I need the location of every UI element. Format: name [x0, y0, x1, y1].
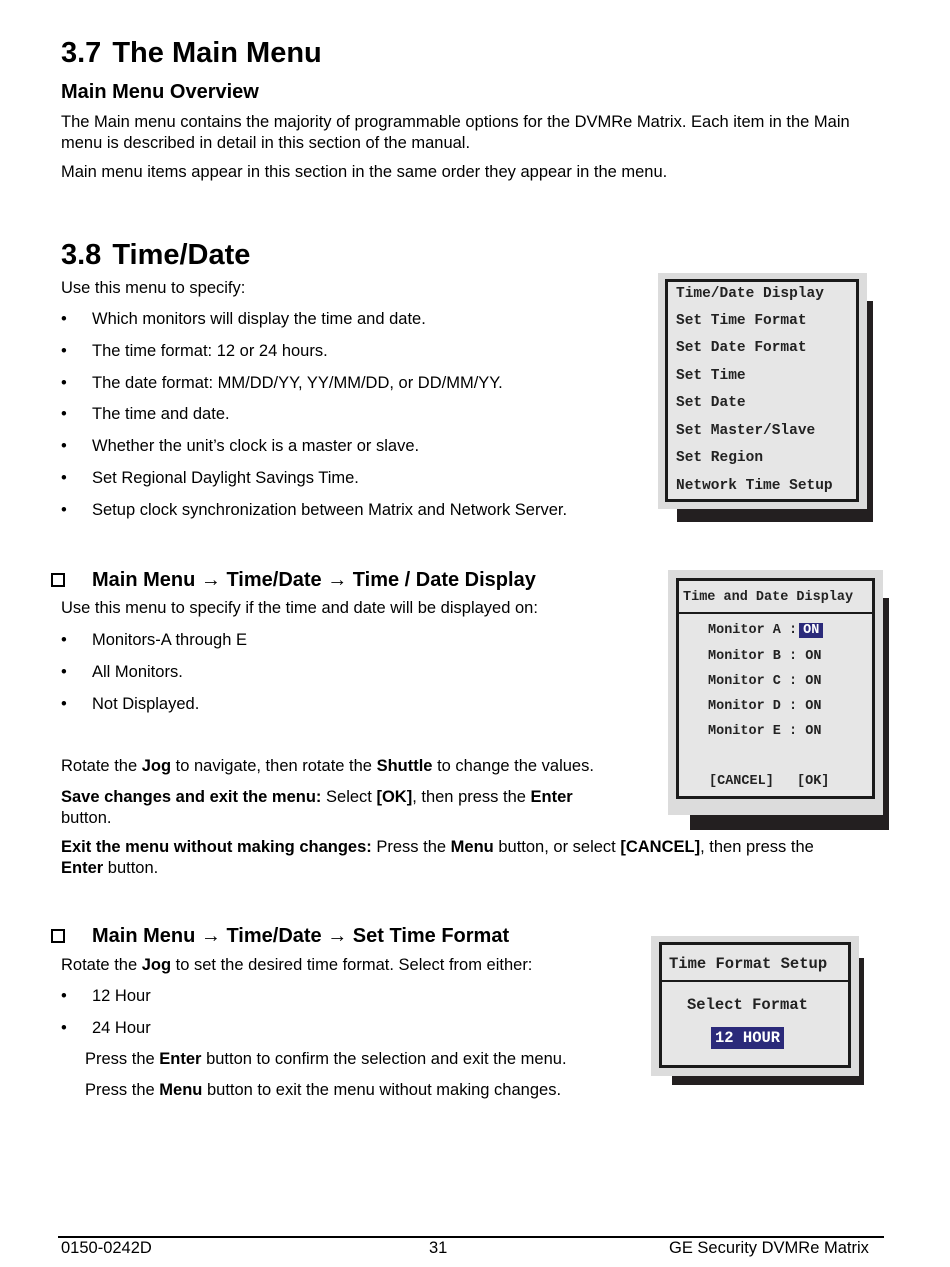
panel-title: Time and Date Display [683, 590, 854, 605]
bullet-icon: • [61, 405, 67, 423]
monitor-a-row[interactable]: Monitor A : ON [708, 623, 823, 638]
bullet-icon: • [61, 342, 67, 360]
section-number: 3.8 [61, 239, 102, 271]
product-name: GE Security DVMRe Matrix [669, 1239, 869, 1257]
panel-title: Time Format Setup [669, 955, 828, 973]
section-3-7-heading [61, 37, 322, 70]
monitor-e-row[interactable]: Monitor E : ON [708, 724, 822, 739]
list-item: Which monitors will display the time and date. [92, 310, 426, 328]
list-item: Set Regional Daylight Savings Time. [92, 469, 359, 487]
time-format-value[interactable]: 12 HOUR [711, 1027, 784, 1049]
time-date-intro: Use this menu to specify: [61, 279, 246, 297]
monitor-b-row[interactable]: Monitor B : ON [708, 649, 822, 664]
list-item: Monitors-A through E [92, 631, 247, 649]
bullet-icon: • [61, 663, 67, 681]
list-item: The date format: MM/DD/YY, YY/MM/DD, or DD/MM/YY. [92, 374, 503, 392]
menu-item-network-time-setup[interactable]: Network Time Setup [676, 478, 833, 494]
bullet-icon: • [61, 437, 67, 455]
select-format-label: Select Format [687, 996, 808, 1014]
display-intro: Use this menu to specify if the time and date will be displayed on: [61, 599, 538, 617]
main-menu-overview-heading: Main Menu Overview [61, 81, 259, 103]
overview-paragraph: The Main menu contains the majority of programmable options for the DVMRe Matrix. Each item in the Main menu is described in detail in this section of the manual. [61, 113, 850, 152]
page-number: 31 [429, 1239, 448, 1257]
enter-instruction: Press the Enter button to confirm the selection and exit the menu. [85, 1050, 567, 1068]
menu-item-set-region[interactable]: Set Region [676, 450, 764, 466]
monitor-c-row[interactable]: Monitor C : ON [708, 674, 822, 689]
list-item: 24 Hour [92, 1019, 151, 1037]
bullet-icon: • [61, 374, 67, 392]
list-item: All Monitors. [92, 663, 183, 681]
save-instruction: Save changes and exit the menu: Select [OK], then press the Enter button. [61, 788, 573, 827]
exit-instruction: Exit the menu without making changes: Press the Menu button, or select [CANCEL], then press the Enter button. [61, 838, 814, 877]
list-item: Setup clock synchronization between Matrix and Network Server. [92, 501, 568, 519]
rotate-instruction: Rotate the Jog to navigate, then rotate the Shuttle to change the values. [61, 757, 594, 775]
menu-instruction: Press the Menu button to exit the menu without making changes. [85, 1081, 562, 1099]
bullet-icon: • [61, 631, 67, 649]
section-number: 3.7 [61, 37, 102, 69]
section-title: The Main Menu [112, 37, 322, 69]
section-title: Time/Date [112, 239, 251, 271]
list-item: The time format: 12 or 24 hours. [92, 342, 328, 360]
checkbox-icon [51, 929, 65, 943]
monitor-d-row[interactable]: Monitor D : ON [708, 699, 822, 714]
order-paragraph: Main menu items appear in this section in the same order they appear in the menu. [61, 163, 668, 181]
document-number: 0150-0242D [61, 1239, 152, 1257]
set-time-format-heading: Main Menu → Time/Date → Set Time Format [92, 925, 510, 947]
menu-item-set-date-format[interactable]: Set Date Format [676, 340, 807, 356]
monitor-a-value[interactable]: ON [799, 623, 823, 638]
bullet-icon: • [61, 1019, 67, 1037]
menu-item-set-date[interactable]: Set Date [676, 395, 746, 411]
bullet-icon: • [61, 987, 67, 1005]
time-date-display-heading: Main Menu → Time/Date → Time / Date Display [92, 569, 536, 591]
list-item: Whether the unit’s clock is a master or slave. [92, 437, 420, 455]
cancel-button[interactable]: [CANCEL] [709, 774, 774, 789]
footer-rule [58, 1236, 884, 1238]
checkbox-icon [51, 573, 65, 587]
bullet-icon: • [61, 310, 67, 328]
bullet-icon: • [61, 469, 67, 487]
list-item: The time and date. [92, 405, 230, 423]
time-format-intro: Rotate the Jog to set the desired time format. Select from either: [61, 956, 533, 974]
menu-item-set-time[interactable]: Set Time [676, 368, 746, 384]
bullet-icon: • [61, 695, 67, 713]
section-3-8-heading [61, 239, 250, 272]
bullet-icon: • [61, 501, 67, 519]
menu-item-set-time-format[interactable]: Set Time Format [676, 313, 807, 329]
menu-item-set-master-slave[interactable]: Set Master/Slave [676, 423, 816, 439]
list-item: Not Displayed. [92, 695, 200, 713]
menu-item-time-date-display[interactable]: Time/Date Display [676, 286, 824, 302]
list-item: 12 Hour [92, 987, 151, 1005]
ok-button[interactable]: [OK] [797, 774, 830, 789]
